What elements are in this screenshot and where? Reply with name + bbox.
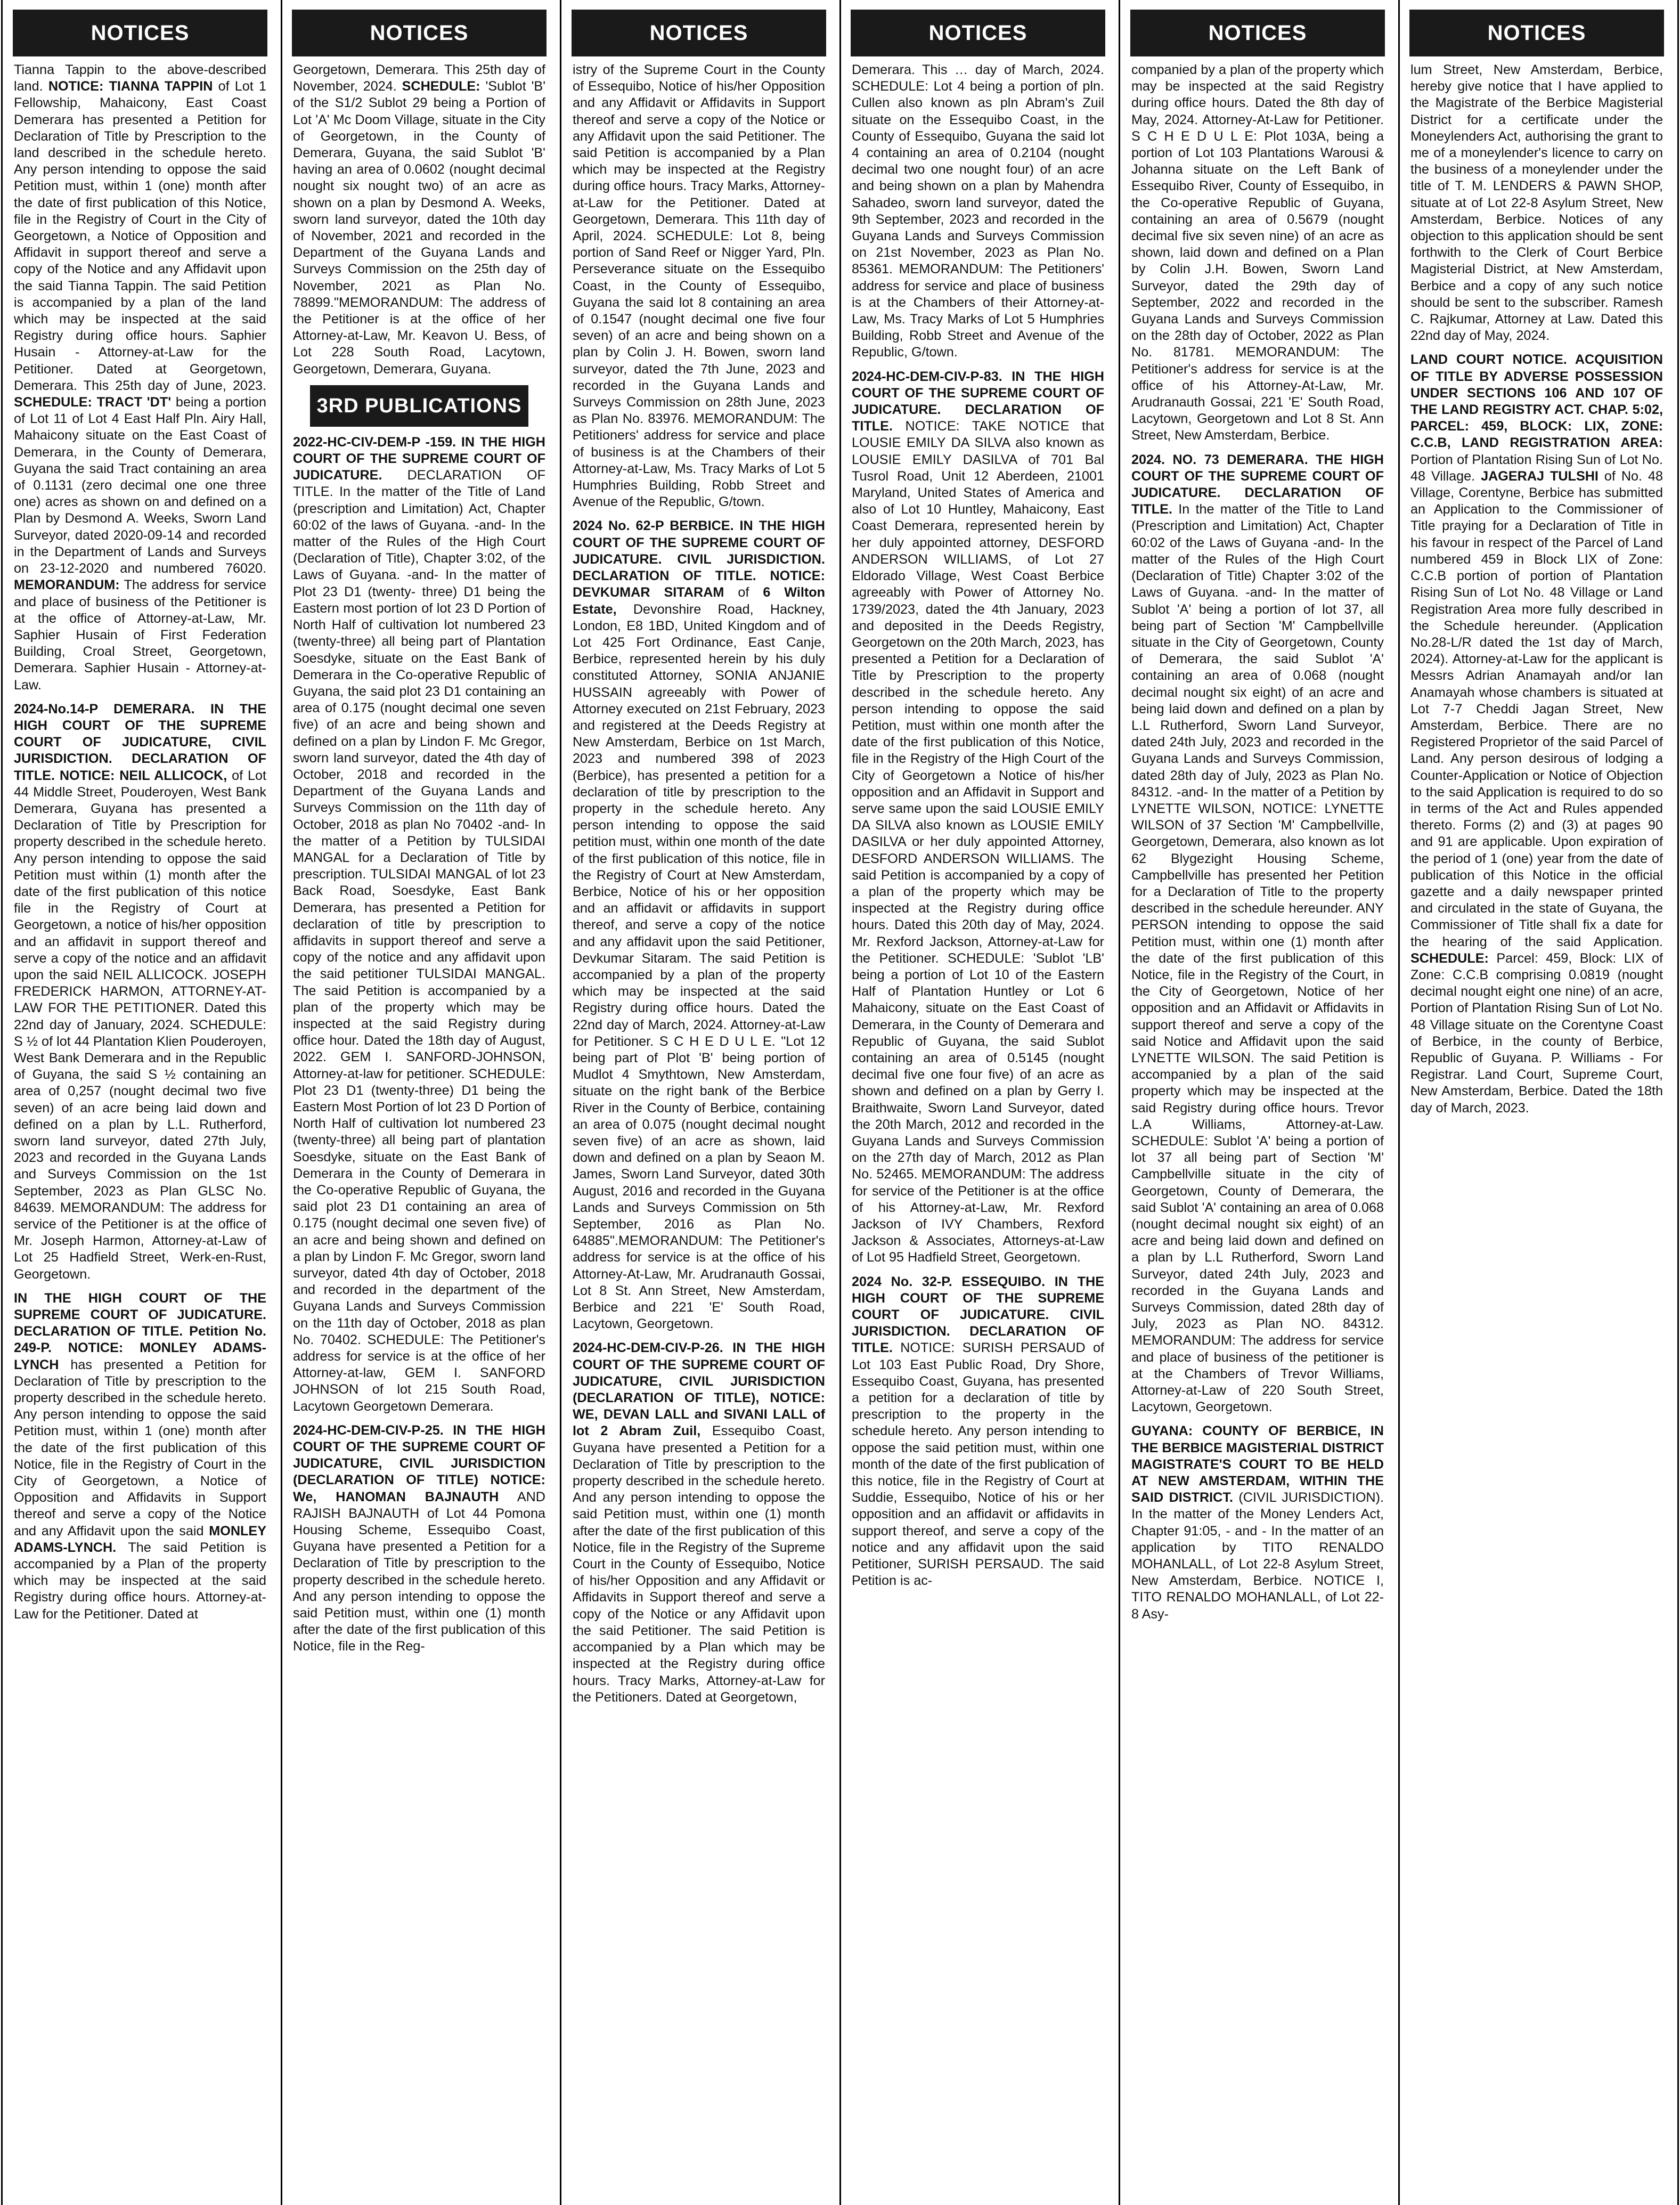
notice-paragraph bbox=[1130, 62, 1385, 444]
notice-text: of Lot 1 Fellowship, Mahaicony, East Coast Demerara has presented a Petition for Declaration of Title by Prescription to the land described in the schedule hereto. Any person intending to oppose the said Petition must, within 1 (one) month after the date of first publication of this Notice, file in the Registry of Court in the City of Georgetown, a Notice of Opposition and Affidavit in support thereof and serve a copy of the Notice and any Affidavit upon the said Tianna Tappin. The said Petition is accompanied by a plan of the land which may be inspected at the said Registry during office hours. Saphier Husain - Attorney-at-Law for the Petitioner. Dated at Georgetown, Demerara. This 25th day of June, 2023. bbox=[14, 79, 266, 393]
notice-text: 'Sublot 'B' of the S1/2 Sublot 29 being a Portion of Lot 'A' Mc Doom Village, situate in the City of Georgetown, in the County of Demerara, Guyana, the said Sublot 'B' having an area of 0.0602 (nought decimal nought six nought two) of an acre as shown on a plan by Desmond A. Weeks, sworn land surveyor, dated the 10th day of November, 2021 and recorded in the Department of the Guyana Lands and Surveys Commission on the 25th day of November, 2021 as Plan No. 78899."MEMORANDUM: The address of the Petitioner is at the office of her Attorney-at-Law, Mr. Keavon U. Bess, of Lot 228 South Road, Lacytown, Georgetown, Demerara, Guyana. bbox=[293, 79, 545, 377]
column-1 bbox=[13, 10, 267, 2196]
notice-heading-text: 2024 No. 62-P BERBICE. IN THE HIGH COURT OF THE SUPREME COURT OF JUDICATURE. CIVIL JURISDICTION. DECLARATION OF TITLE. NOTICE: DEVKUMAR SITARAM bbox=[573, 518, 825, 600]
column-rule bbox=[1677, 0, 1679, 2205]
notice-heading-text: SCHEDULE: TRACT 'DT' bbox=[14, 395, 172, 410]
notice-heading-text: 2022-HC-CIV-DEM-P -159. IN THE HIGH COURT OF THE SUPREME COURT OF JUDICATURE. bbox=[293, 434, 545, 483]
notice-paragraph bbox=[292, 1422, 547, 1655]
notice-paragraph bbox=[1130, 452, 1385, 1416]
notice-text: Georgetown, Demerara. This 25th day of November, 2024. bbox=[293, 62, 545, 94]
notice-text: In the matter of the Title to Land (Prescription and Limitation) Act, Chapter 60:02 of the Laws of Guyana -and- In the matter of the Rules of the High Court (Declaration of Title) Chapter 3:02 of the Laws of Guyana. -and- In the matter of Sublot 'A' being a portion of lot 37, all being part of Section 'M' Campbellville situate in the City of Georgetown, County of Demerara, the said Sublot 'A' containing an area of 0.068 (nought decimal nought six eight) of an acre and being laid down and defined on a plan by L.L Rutherford, Sworn Land Surveyor, dated 24th July, 2023 and recorded in the Guyana Lands and Surveys Commission, dated 28th day of July, 2023 as Plan No. 84312. -and- In the matter of a Petition by LYNETTE WILSON, NOTICE: LYNETTE WILSON of 37 Section 'M' Campbellville, Georgetown, Demerara, also known as lot 62 Blygezight Housing Scheme, Campbellville has presented her Petition for a Declaration of Title to the property described in the schedule hereunder. ANY PERSON intending to oppose the said Petition must, within one (1) month after the date of the first publication of this Notice, file in the Registry of the Court, in the City of Georgetown, Notice of her opposition and an Affidavit or Affidavits in support thereof and serve a copy of the said Notice and Affidavit upon the said LYNETTE WILSON. The said Petition is accompanied by a plan of the said property which may be inspected at the said Registry during office hours. Trevor L.A Williams, Attorney-at-Law. SCHEDULE: Sublot 'A' being a portion of lot 37 all being part of Section 'M' Campbellville situate in the city of Georgetown, County of Demerara, the said Sublot 'A' containing an area of 0.068 (nought decimal nought six eight) of an acre and being laid down and defined on a plan by L.L Rutherford, Sworn Land Surveyor, dated 24th July, 2023 and recorded in the Guyana Lands and Surveys Commission, dated 28th day of July, 2023 as Plan NO. 84312. MEMORANDUM: The address for service and place of business of the petitioner is at the Chambers of Trevor Williams, Attorney-at-Law of 220 South Street, Lacytown, Georgetown. bbox=[1131, 502, 1384, 1415]
notice-heading-text: 6 Wilton Estate, bbox=[573, 585, 825, 617]
notice-text: AND RAJISH BAJNAUTH of Lot 44 Pomona Housing Scheme, Essequibo Coast, Guyana have presented a Petition for a Declaration of Title by prescription to the property described in the schedule hereto. And any person intending to oppose the said Petition must, within one (1) month after the date of the first publication of this Notice, file in the Reg- bbox=[293, 1489, 545, 1654]
column-rule bbox=[1398, 0, 1400, 2205]
notice-heading-text: SCHEDULE: bbox=[1410, 950, 1489, 966]
notice-text: NOTICE: SURISH PERSAUD of Lot 103 East Public Road, Dry Shore, Essequibo Coast, Guyana, has presented a petition for a declaration of title by prescription to the property in the schedule hereto. Any person intending to oppose the said petition must, within one month of the date of the first publication of this notice, file in the Registry of Court at Suddie, Essequibo, Notice of his or her opposition and an affidavit or affidavits in support thereof, and serve a copy of the notice and any affidavit upon the said Petitioner, SURISH PERSAUD. The said Petition is ac- bbox=[852, 1340, 1104, 1589]
column-body bbox=[1130, 62, 1385, 1623]
notice-paragraph bbox=[1409, 62, 1664, 344]
section-header: NOTICES bbox=[1409, 10, 1664, 56]
notice-heading-text: SCHEDULE: bbox=[402, 79, 480, 94]
notice-paragraph bbox=[572, 62, 826, 510]
column-body bbox=[1409, 62, 1664, 1117]
notice-text: NOTICE: TAKE NOTICE that LOUSIE EMILY DA SILVA also known as LOUSIE EMILY DASILVA of 701 Bal Tusrol Road, Unit 12 Aberdeen, 21001 Maryland, United States of America and also of Lot 10 Huntley, Mahaicony, East Coast Demerara, represented herein by her duly appointed attorney, DESFORD ANDERSON WILLIAMS, of Lot 27 Eldorado Village, West Coast Berbice agreeably with Power of Attorney No. 1739/2023, dated the 4th January, 2023 and deposited in the Deeds Registry, Georgetown on the 20th March, 2023, has presented a Petition for a Declaration of Title by Prescription to the property described in the schedule hereto. Any person intending to oppose the said Petition, must within one month after the date of the first publication of this Notice, file in the Registry of the High Court of the City of Georgetown a Notice of his/her opposition and an Affidavit in Support and serve same upon the said LOUSIE EMILY DA SILVA also known as LOUSIE EMILY DASILVA or her duly appointed Attorney, DESFORD ANDERSON WILLIAMS. The said Petition is accompanied by a copy of a plan of the property which may be inspected at the Registry during office hours. Dated this 20th day of May, 2024. Mr. Rexford Jackson, Attorney-at-Law for the Petitioner. SCHEDULE: 'Sublot 'LB' being a portion of Lot 10 of the Eastern Half of Plantation Huntley or Lot 6 Mahaicony, situate on the East Coast of Demerara, in the County of Demerara and Republic of Guyana, the said Sublot containing an area of 0.5145 (nought decimal five one four five) of an acre as shown and defined on a plan by Gerry I. Braithwaite, Sworn Land Surveyor, dated the 20th March, 2012 and recorded in the Guyana Lands and Surveys Commission on the 27th day of March, 2012 as Plan No. 52465. MEMORANDUM: The address for service of the Petitioner is at the office of his Attorney-at-Law, Mr. Rexford Jackson of IVY Chambers, Rexford Jackson & Associates, Attorneys-at-Law of Lot 95 Hadfield Street, Georgetown. bbox=[852, 419, 1104, 1265]
notice-paragraph bbox=[851, 369, 1105, 1266]
notice-text: DECLARATION OF TITLE. In the matter of the Title of Land (prescription and Limitation) Act, Chapter 60:02 of the laws of Guyana. -and- In the matter of the Rules of the High Court (Declaration of Title), Chapter 3:02, of the Laws of Guyana. -and- In the matter of Plot 23 D1 (twenty- three) D1 being the Eastern most portion of lot 23 D Portion of North Half of cultivation lot numbered 23 (twenty-three) all being part of Plantation Soesdyke, situate on the East Bank of Demerara in the Co-operative Republic of Guyana, the said plot 23 D1 containing an area of 0.175 (nought decimal one seven five) of an acre and being shown and defined on a plan by Lindon F. Mc Gregor, sworn land surveyor, dated the 4th day of October, 2018 and recorded in the Department of the Guyana Lands and Surveys Commission on the 11th day of October, 2018 as plan No 70402 -and- In the matter of a Petition by TULSIDAI MANGAL for a Declaration of Title by prescription. TULSIDAI MANGAL of lot 23 Back Road, Soesdyke, East Bank Demerara, has presented a Petition for declaration of title by prescription to affidavits in support thereof and serve a copy of the notice and any affidavit upon the said petitioner TULSIDAI MANGAL. The said Petition is accompanied by a plan of the property which may be inspected at the said Registry during office hour. Dated the 18th day of August, 2022. GEM I. SANFORD-JOHNSON, Attorney-at-law for petitioner. SCHEDULE: Plot 23 D1 (twenty-three) D1 being the Eastern Most Portion of lot 23 D Portion of North Half of cultivation lot numbered 23 (twenty-three) all being part of plantation Soesdyke, situate on the East Bank of Demerara in the County of Demerara in the Co-operative Republic of Guyana, the said plot 23 D1 containing an area of 0.175 (nought decimal one seven five) of an acre and being shown and defined on a plan by Lindon F. Mc Gregor, sworn land surveyor, dated 4th day of October, 2018 and recorded in the department of the Guyana Lands and Surveys Commission on the 11th day of October, 2018 as plan No. 70402. SCHEDULE: The Petitioner's address for service is at the office of her Attorney-at-law, GEM I. SANFORD JOHNSON of lot 215 South Road, Lacytown Georgetown Demerara. bbox=[293, 468, 545, 1414]
notice-heading-text: JAGERAJ TULSHI bbox=[1481, 468, 1599, 484]
notice-heading-text: 2024-No.14-P DEMERARA. IN THE HIGH COURT OF THE SUPREME COURT OF JUDICATURE, CIVIL JURISDICTION. DECLARATION OF TITLE. NOTICE: NEIL ALLICOCK, bbox=[14, 701, 266, 783]
section-header: NOTICES bbox=[851, 10, 1105, 56]
column-4 bbox=[851, 10, 1105, 2196]
notice-text: istry of the Supreme Court in the County of Essequibo, Notice of his/her Opposition and any Affidavit or Affidavits in Support thereof and serve a copy of the Notice or any Affidavit upon the said Petitioner. The said Petition is accompanied by a Plan which may be inspected at the Registry during office hours. Tracy Marks, Attorney-at-Law for the Petitioner. Dated at Georgetown, Demerara. This 11th day of April, 2024. SCHEDULE: Lot 8, being portion of Sand Reef or Nigger Yard, Pln. Perseverance situate on the Essequibo Coast, in the County of Essequibo, Guyana the said lot 8 containing an area of 0.1547 (nought decimal one five four seven) of an acre and being shown on a plan by Colin J. H. Bowen, sworn land surveyor, dated the 7th June, 2023 and recorded in the Guyana Lands and Surveys Commission on 28th June, 2023 as Plan No. 83976. MEMORANDUM: The Petitioners' address for service and place of business is at the Chambers of their Attorney-at-Law, Ms. Tracy Marks of Lot 5 Humphries Building, Robb Street and Avenue of the Republic, G/town. bbox=[573, 62, 825, 510]
notice-text: Portion of Plantation Rising Sun of Lot No. 48 Village. bbox=[1410, 452, 1663, 484]
section-header: NOTICES bbox=[1130, 10, 1385, 56]
section-header: NOTICES bbox=[13, 10, 267, 56]
notice-heading-text: MONLEY ADAMS-LYNCH. bbox=[14, 1523, 266, 1555]
column-body bbox=[572, 62, 826, 1706]
column-body bbox=[851, 62, 1105, 1589]
column-6 bbox=[1409, 10, 1664, 2196]
third-publications-header: 3RD PUBLICATIONS bbox=[310, 385, 528, 427]
column-rule bbox=[560, 0, 561, 2205]
notice-heading-text: 2024 No. 32-P. ESSEQUIBO. IN THE HIGH COURT OF THE SUPREME COURT OF JUDICATURE. CIVIL JURISDICTION. DECLARATION OF TITLE. bbox=[852, 1274, 1104, 1356]
section-header: NOTICES bbox=[292, 10, 547, 56]
notice-text: Essequibo Coast, Guyana have presented a Petition for a Declaration of Title by prescription to the property described in the schedule hereto. And any person intending to oppose the said Petition must, within one (1) month after the date of the first publication of this Notice, file in the Registry of the Supreme Court in the County of Essequibo, Notice of his/her Opposition and any Affidavit or Affidavits in Support thereof and serve a copy of the Notice or any Affidavit upon the said Petitioner. The said Petition is accompanied by a Plan which may be inspected at the Registry during office hours. Tracy Marks, Attorney-at-Law for the Petitioners. Dated at Georgetown, bbox=[573, 1423, 825, 1705]
notice-paragraph bbox=[572, 1340, 826, 1705]
notice-paragraph bbox=[13, 701, 267, 1283]
column-3 bbox=[572, 10, 826, 2196]
column-rule bbox=[281, 0, 282, 2205]
column-rule bbox=[839, 0, 841, 2205]
notice-heading-text: IN THE HIGH COURT OF THE SUPREME COURT OF JUDICATURE. DECLARATION OF TITLE. Petition No. 249-P. NOTICE: MONLEY ADAMS-LYNCH bbox=[14, 1290, 266, 1372]
notice-text: Demerara. This … day of March, 2024. SCHEDULE: Lot 4 being a portion of pln. Cullen also known as pln Abram's Zuil situate on the Essequibo Coast, in the County of Essequibo, Guyana the said lot 4 containing an area of 0.2104 (nought decimal two one nought four) of an acre and being shown on a plan by Mahendra Sahadeo, sworn land surveyor, dated the 9th September, 2023 and recorded in the Guyana Lands and Surveys Commission on 21st November, 2023 as Plan No. 85361. MEMORANDUM: The Petitioners' address for service and place of business is at the Chambers of their Attorney-at-Law, Ms. Tracy Marks of Lot 5 Humphries Building, Robb Street and Avenue of the Republic, G/town. bbox=[852, 62, 1104, 360]
notice-paragraph bbox=[292, 434, 547, 1415]
notice-paragraph bbox=[851, 62, 1105, 361]
notice-text: Devonshire Road, Hackney, London, E8 1BD, United Kingdom and of Lot 425 Fort Ordinance, East Canje, Berbice, represented herein by his duly constituted Attorney, SONIA ANJANIE HUSSAIN agreeably with Power of Attorney executed on 21st February, 2023 and registered at the Deeds Registry at New Amsterdam, Berbice on 1st March, 2023 and numbered 398 of 2023 (Berbice), has presented a petition for a declaration of title by prescription to the property in the schedule hereto. Any person intending to oppose the said petition must, within one month of the date of the first publication of this notice, file in the Registry of Court at New Amsterdam, Berbice, Notice of his or her opposition and an affidavit or affidavits in support thereof, and serve a copy of the notice and any affidavit upon the said Petitioner, Devkumar Sitaram. The said Petition is accompanied by a plan of the property which may be inspected at the said Registry during office hours. Dated the 22nd day of March, 2024. Attorney-at-Law for Petitioner. S C H E D U L E. "Lot 12 being part of Plot 'B' being portion of Mudlot 4 Smythtown, New Amsterdam, situate on the right bank of the Berbice River in the County of Berbice, containing an area of 0.075 (nought decimal nought seven five) of an acre as shown, laid down and defined on a plan by Seaon M. James, Sworn Land Surveyor, dated 30th August, 2016 and recorded in the Guyana Lands and Surveys Commission on 5th September, 2016 as Plan No. 64885".MEMORANDUM: The Petitioner's address for service is at the office of his Attorney-At-Law, Mr. Arudranauth Gossai, Lot 8 St. Ann Street, New Amsterdam, Berbice and 221 'E' South Road, Lacytown, Georgetown. bbox=[573, 601, 825, 1332]
notice-paragraph bbox=[1130, 1423, 1385, 1622]
notice-paragraph bbox=[13, 62, 267, 694]
notice-heading-text: GUYANA: COUNTY OF BERBICE, IN THE BERBICE MAGISTERIAL DISTRICT MAGISTRATE'S COURT TO BE HELD AT NEW AMSTERDAM, WITHIN THE SAID DISTRICT. bbox=[1131, 1423, 1384, 1506]
notice-text: being a portion of Lot 11 of Lot 4 East Half Pln. Airy Hall, Mahaicony situate on the East Coast of Demerara, in the County of Demerara, Guyana the said Tract containing an area of 0.1131 (zero decimal one one three one) acres as shown on and defined on a Plan by Desmond A. Weeks, Sworn Land Surveyor, dated 2020-09-14 and recorded in the Department of Lands and Surveys on 23-12-2020 and numbered 76020. bbox=[14, 395, 266, 576]
notice-text: The said Petition is accompanied by a Plan of the property which may be inspected at the said Registry during office hours. Attorney-at-Law for the Petitioner. Dated at bbox=[14, 1540, 266, 1622]
notice-text: The address for service and place of business of the Petitioner is at the office of Attorney-at-Law, Mr. Saphier Husain of First Federation Building, Croal Street, Georgetown, Demerara. Saphier Husain - Attorney-at-Law. bbox=[14, 577, 266, 693]
notice-text: companied by a plan of the property which may be inspected at the said Registry during office hours. Dated the 8th day of May, 2024. Attorney-At-Law for Petitioner. S C H E D U L E: Plot 103A, being a portion of Lot 103 Plantations Warousi & Johanna situate on the Left Bank of Essequibo River, County of Essequibo, in the Co-operative Republic of Guyana, containing an area of 0.5679 (nought decimal five six seven nine) of an acre as shown, laid down and defined on a Plan by Colin J.H. Bowen, Sworn Land Surveyor, dated the 29th day of September, 2022 and recorded in the Guyana Lands and Surveys Commission on the 28th day of October, 2022 as Plan No. 81781. MEMORANDUM: The Petitioner's address for service is at the office of his Attorney-At-Law, Mr. Arudranauth Gossai, 221 'E' South Road, Lacytown, Georgetown and Lot 8 St. Ann Street, New Amsterdam, Berbice. bbox=[1131, 62, 1384, 443]
notice-paragraph bbox=[851, 1274, 1105, 1590]
notice-paragraph bbox=[292, 62, 547, 378]
notice-text: lum Street, New Amsterdam, Berbice, hereby give notice that I have applied to the Magistrate of the Berbice Magisterial District for a certificate under the Moneylenders Act, authorising the grant to me of a moneylender's licence to carry on the business of a moneylender under the title of T. M. LENDERS & PAWN SHOP, situate at of Lot 22-8 Asylum Street, New Amsterdam, Berbice. Notices of any objection to this application should be sent forthwith to the Clerk of Court Berbice Magisterial District, at New Amsterdam, Berbice and a copy of any such notice should be sent to the subscriber. Ramesh C. Rajkumar, Attorney at Law. Dated this 22nd day of May, 2024. bbox=[1410, 62, 1663, 344]
notice-heading-text: LAND COURT NOTICE. ACQUISITION OF TITLE BY ADVERSE POSSESSION UNDER SECTIONS 106 AND 107 OF THE LAND REGISTRY ACT. CHAP. 5:02, PARCEL: 459, BLOCK: LIX, ZONE: C.C.B, LAND REGISTRATION AREA: bbox=[1410, 352, 1663, 451]
column-rule bbox=[1119, 0, 1120, 2205]
notice-text: of No. 48 Village, Corentyne, Berbice has submitted an Application to the Commissioner of Title praying for a Declaration of Title in his favour in respect of the Parcel of Land numbered 459 in Block LIX of Zone: C.C.B portion of portion of Plantation Rising Sun of Lot No. 48 Village or Land Registration Area more fully described in the Schedule hereunder. (Application No.28-L/R dated the 1st day of March, 2024). Attorney-at-Law for the applicant is Messrs Adrian Anamayah and/or Ian Anamayah whose chambers is situated at Lot 7-7 Cheddi Jagan Street, New Amsterdam, Berbice. There are no Registered Proprietor of the said Parcel of Land. Any person desirous of lodging a Counter-Application or Notice of Objection to the said Application is required to do so in terms of the Act and Rules appended thereto. Forms (2) and (3) at pages 90 and 91 are applicable. Upon expiration of the period of 1 (one) year from the date of publication of this Notice in the official gazette and a daily newspaper printed and circulated in the state of Guyana, the Commissioner of Title shall fix a date for the hearing of the said Application. bbox=[1410, 468, 1663, 949]
notice-heading-text: 2024-HC-DEM-CIV-P-25. IN THE HIGH COURT OF THE SUPREME COURT OF JUDICATURE, CIVIL JURISDICTION (DECLARATION OF TITLE) NOTICE: We, HANOMAN BAJNAUTH bbox=[293, 1422, 545, 1504]
notice-heading-text: NOTICE: TIANNA TAPPIN bbox=[48, 79, 213, 94]
notice-paragraph bbox=[1409, 352, 1664, 1116]
notice-text: of Lot 44 Middle Street, Pouderoyen, West Bank Demerara, Guyana has presented a Declaration of Title by Prescription for property described in the schedule hereto. Any person intending to oppose the said Petition must within (1) month after the date of the first publication of this notice file in the Registry of Court at Georgetown, a notice of his/her opposition and an affidavit in support thereof and serve a copy of the notice and an affidavit upon the said NEIL ALLICOCK. JOSEPH FREDERICK HARMON, ATTORNEY-AT-LAW FOR THE PETITIONER. Dated this 22nd day of January, 2024. SCHEDULE: S ½ of lot 44 Plantation Klien Pouderoyen, West Bank Demerara and in the Republic of Guyana, the said S ½ containing an area of 0,257 (nought decimal two five seven) of an acre being laid down and defined on a plan by L.L. Rutherford, sworn land surveyor, dated 27th July, 2023 and recorded in the Guyana Lands and Surveys Commission on the 1st September, 2023 as Plan GLSC No. 84639. MEMORANDUM: The address for service of the Petitioner is at the office of Mr. Joseph Harmon, Attorney-at-Law of Lot 25 Hadfield Street, Werk-en-Rust, Georgetown. bbox=[14, 768, 266, 1282]
notice-heading-text: 2024. NO. 73 DEMERARA. THE HIGH COURT OF THE SUPREME COURT OF JUDICATURE. DECLARATION OF TITLE. bbox=[1131, 452, 1384, 517]
notice-text: of bbox=[724, 585, 763, 600]
notice-text: Tianna Tappin to the above-described land. bbox=[14, 62, 266, 94]
column-rule bbox=[1, 0, 3, 2205]
column-body bbox=[13, 62, 267, 1623]
notice-heading-text: 2024-HC-DEM-CIV-P-26. IN THE HIGH COURT OF THE SUPREME COURT OF JUDICATURE, CIVIL JURISDICTION (DECLARATION OF TITLE), NOTICE: WE, DEVAN LALL and SIVANI LALL of lot 2 Abram Zuil, bbox=[573, 1340, 825, 1439]
notice-text: has presented a Petition for Declaration of Title by prescription to the property described in the schedule hereto. Any person intending to oppose the said Petition must, within 1 (one) month after the date of the first publication of this Notice, file in the Registry of Court in the City of Georgetown, a Notice of Opposition and Affidavits in Support thereof and serve a copy of the Notice and any Affidavit upon the said bbox=[14, 1357, 266, 1539]
notice-text: (CIVIL JURISDICTION). In the matter of the Money Lenders Act, Chapter 91:05, - and - In the matter of an application by TITO RENALDO MOHANLALL, of Lot 22-8 Asylum Street, New Amsterdam, Berbice. NOTICE I, TITO RENALDO MOHANLALL, of Lot 22-8 Asy- bbox=[1131, 1490, 1384, 1622]
notice-text: Parcel: 459, Block: LIX of Zone: C.C.B comprising 0.0819 (nought decimal nought eight one nine) of an acre, Portion of Plantation Rising Sun of Lot No. 48 Village situate on the Corentyne Coast of Berbice, in the county of Berbice, Republic of Guyana. P. Williams - For Registrar. Land Court, Supreme Court, New Amsterdam, Berbice. Dated the 18th day of March, 2023. bbox=[1410, 950, 1663, 1116]
notice-paragraph bbox=[572, 518, 826, 1332]
notice-heading-text: 2024-HC-DEM-CIV-P-83. IN THE HIGH COURT OF THE SUPREME COURT OF JUDICATURE. DECLARATION OF TITLE. bbox=[852, 369, 1104, 434]
notice-heading-text: MEMORANDUM: bbox=[14, 577, 120, 593]
notice-paragraph bbox=[13, 1290, 267, 1623]
section-header: NOTICES bbox=[572, 10, 826, 56]
column-body bbox=[292, 62, 547, 1655]
column-5 bbox=[1130, 10, 1385, 2196]
column-2 bbox=[292, 10, 547, 2196]
